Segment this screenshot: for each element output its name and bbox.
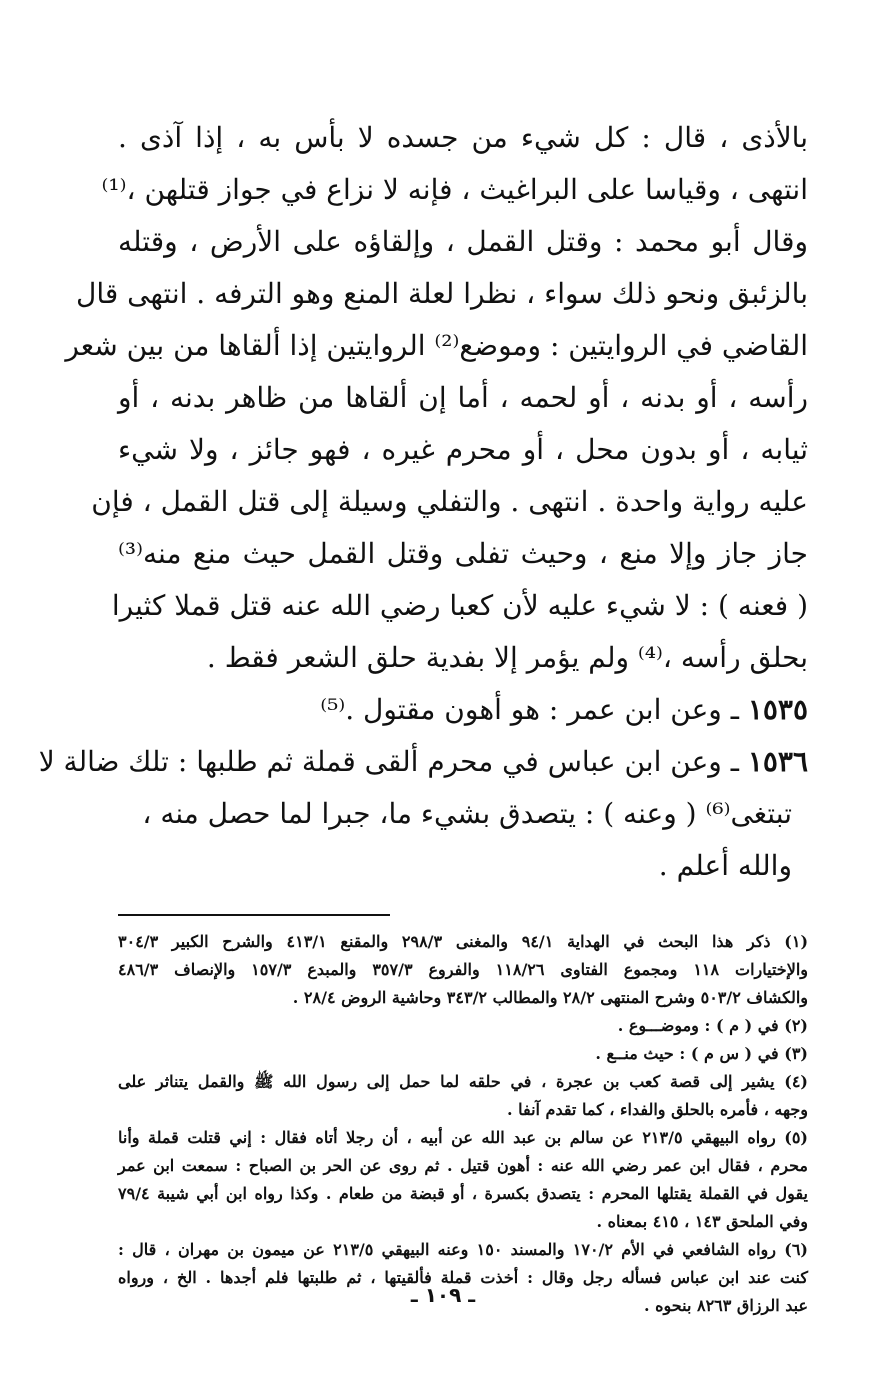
text-line: انتهى ، وقياسا على البراغيث ، فإنه لا نزاع في جواز قتلهن ،⁽¹⁾ [101, 173, 808, 206]
item-dash: ـ [730, 693, 739, 726]
text-line: عليه رواية واحدة . انتهى . والتفلي وسيلة إلى قتل القمل ، فإن [91, 485, 808, 518]
footnote-line: (٦) رواه الشافعي في الأم ١٧٠/٢ والمسند ١٥٠ وعنه البيهقي ٢١٣/٥ عن ميمون بن مهران ، قال : [118, 1240, 808, 1259]
footnote-line: وفي الملحق ١٤٣ ، ٤١٥ بمعناه . [596, 1212, 808, 1231]
footnote-line: يقول في القملة يقتلها المحرم : يتصدق بكسرة ، أو قبضة من طعام . وكذا رواه ابن أبي شيبة ٧٩/٤ [118, 1184, 808, 1203]
item-dash: ـ [730, 745, 739, 778]
page-body [38, 112, 809, 1320]
footnote-line: (٣) في ( س م ) : حيث منــع . [595, 1044, 808, 1063]
footnote-line: عبد الرزاق ٨٢٦٣ بنحوه . [644, 1296, 808, 1315]
numbered-item-1536 [38, 736, 808, 788]
text-line: والله أعلم . [658, 849, 792, 882]
text-line: جاز جاز وإلا منع ، وحيث تفلى وقتل القمل حيث منع منه⁽³⁾ [118, 537, 808, 570]
main-text [38, 112, 808, 892]
item-text: وعن ابن عمر : هو أهون مقتول .⁽⁵⁾ [320, 693, 722, 726]
text-line: رأسه ، أو بدنه ، أو لحمه ، أما إن ألقاها من ظاهر بدنه ، أو [118, 381, 808, 414]
item-number: ١٥٣٦ [747, 745, 808, 778]
item-number: ١٥٣٥ [747, 693, 808, 726]
text-line: ثيابه ، أو بدون محل ، أو محرم غيره ، فهو جائز ، ولا شيء [118, 433, 808, 466]
footnote-line: (١) ذكر هذا البحث في الهداية ٩٤/١ والمغنى ٢٩٨/٣ والمقنع ٤١٣/١ والشرح الكبير ٣٠٤/٣ [118, 932, 809, 951]
footnote-line: محرم ، فقال ابن عمر رضي الله عنه : أهون قتيل . ثم روى عن الحر بن الصباح : سمعت ابن عمر [118, 1156, 808, 1175]
text-line: بحلق رأسه ،⁽⁴⁾ ولم يؤمر إلا بفدية حلق الشعر فقط . [206, 641, 808, 674]
footnote-line: والإختيارات ١١٨ ومجموع الفتاوى ١١٨/٢٦ والفروع ٣٥٧/٣ والمبدع ١٥٧/٣ والإنصاف ٤٨٦/٣ [118, 960, 808, 979]
item-text: وعن ابن عباس في محرم ألقى قملة ثم طلبها : تلك ضالة لا [38, 745, 722, 778]
text-line: القاضي في الروايتين : وموضع⁽²⁾ الروايتين إذا ألقاها من بين شعر [65, 329, 808, 362]
footnote-line: وجهه ، فأمره بالحلق والفداء ، كما تقدم آنفا . [506, 1100, 808, 1119]
page-number: ـ ١٠٩ ـ [410, 1283, 476, 1307]
footnote-line: (٢) في ( م ) : وموضـــوع . [617, 1016, 808, 1035]
text-line: تبتغى⁽⁶⁾ ( وعنه ) : يتصدق بشيء ما، جبرا لما حصل منه ، [142, 797, 792, 830]
text-line: ( فعنه ) : لا شيء عليه لأن كعبا رضي الله عنه قتل قملا كثيرا [111, 589, 808, 622]
text-line: بالأذى ، قال : كل شيء من جسده لا بأس به ، إذا آذى . [118, 121, 808, 154]
numbered-item-1535 [118, 684, 808, 736]
footnote-divider [118, 914, 390, 916]
footnote-line: (٤) يشير إلى قصة كعب بن عجرة ، في حلقه لما حمل إلى رسول الله ﷺ والقمل يتناثر على [118, 1072, 808, 1091]
text-line: بالزئبق ونحو ذلك سواء ، نظرا لعلة المنع وهو الترفه . انتهى قال [75, 277, 808, 310]
footnote-line: والكشاف ٥٠٣/٢ وشرح المنتهى ٢٨/٢ والمطالب ٣٤٣/٢ وحاشية الروض ٢٨/٤ . [292, 988, 808, 1007]
text-line: وقال أبو محمد : وقتل القمل ، وإلقاؤه على الأرض ، وقتله [118, 225, 808, 258]
footnotes [118, 928, 808, 1320]
footnote-line: (٥) رواه البيهقي ٢١٣/٥ عن سالم بن عبد الله عن أبيه ، أن رجلا أتاه فقال : إني قتلت قملة وأنا [118, 1128, 808, 1147]
footnote-line: كنت عند ابن عباس فسأله رجل وقال : أخذت قملة فألقيتها ، ثم طلبتها فلم أجدها . الخ ، ورواه [118, 1268, 808, 1287]
